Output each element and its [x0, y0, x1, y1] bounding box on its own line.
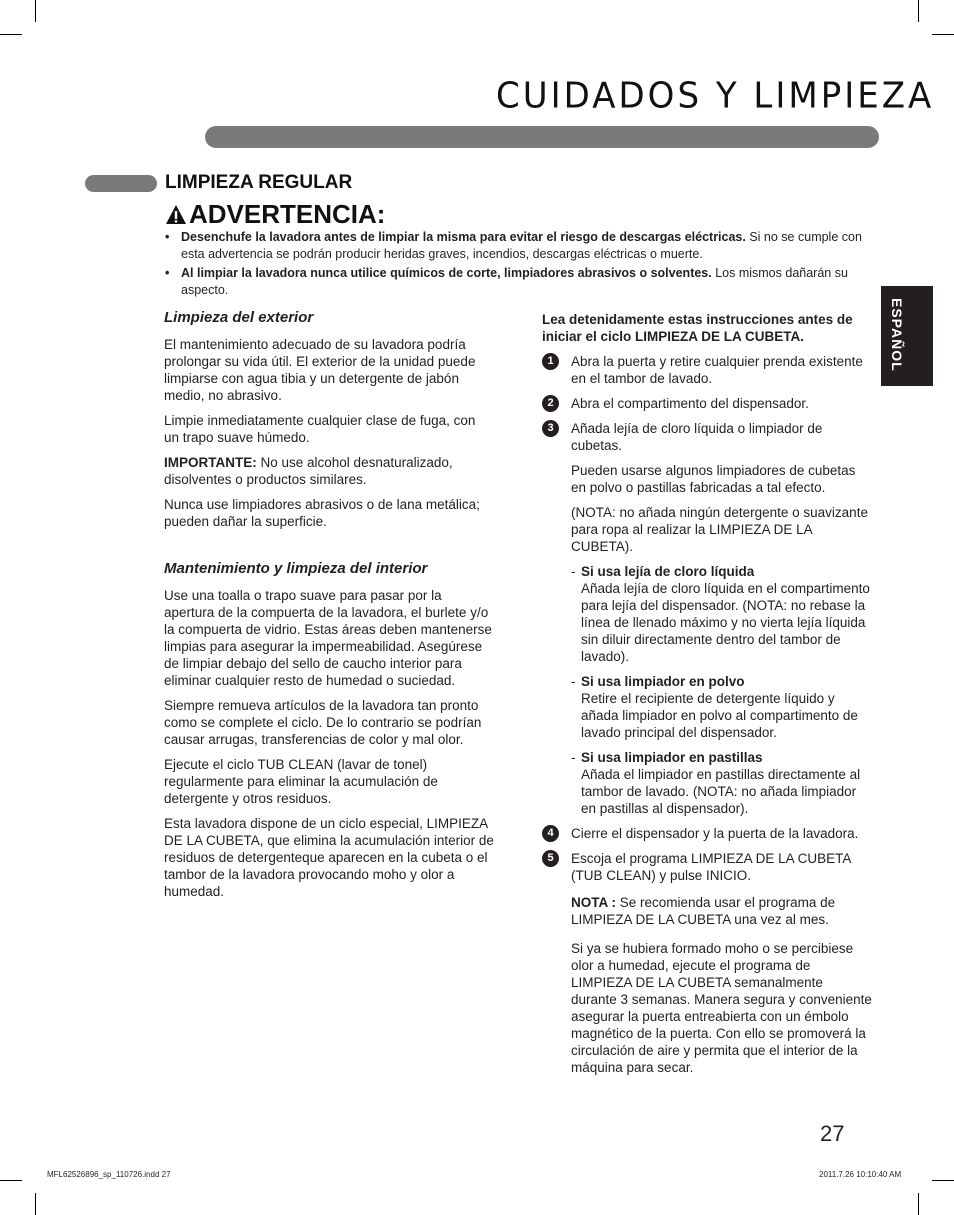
bullet-icon: •: [165, 266, 170, 280]
warning-heading: [165, 199, 385, 230]
step-2: [542, 395, 872, 412]
step-3-note: (NOTA: no añada ningún detergente o suavizante para ropa al realizar la LIMPIEZA DE LA CUBETA).: [571, 505, 868, 554]
step-number-icon: 1: [542, 353, 559, 370]
final-paragraph: Si ya se hubiera formado moho o se percibiese olor a humedad, ejecute el programa de LIMPIEZA DE LA CUBETA semanalmente durante 3 semanas. Manera segura y conveniente asegurar la puerta entreabierta con un émbolo magnético de la puerta. Con ello se promoverá la circulación de aire y permita que el interior de la máquina para secar.: [571, 941, 872, 1075]
crop-mark: [918, 1193, 919, 1215]
crop-mark: [918, 0, 919, 22]
paragraph: Siempre remueva artículos de la lavadora tan pronto como se complete el ciclo. De lo contrario se podrían causar arrugas, transferencias de color y mal olor.: [164, 698, 482, 747]
option-powder: [542, 673, 872, 741]
crop-mark: [932, 1180, 954, 1181]
note-label: NOTA :: [571, 895, 616, 910]
option-tablets: [542, 749, 872, 817]
language-tab-label: ESPAÑOL: [889, 298, 905, 372]
step-5: [542, 850, 872, 884]
warning-item: [165, 265, 865, 299]
paragraph: El mantenimiento adecuado de su lavadora podría prolongar su vida útil. El exterior de la unidad puede limpiarse con agua tibia y un detergente de jabón medio, no abrasivo.: [164, 337, 476, 403]
step-3-detail: Pueden usarse algunos limpiadores de cubetas en polvo o pastillas fabricadas a tal efecto.: [571, 463, 856, 495]
important-text: No use alcohol desnaturalizado, disolventes o productos similares.: [164, 455, 453, 487]
warning-list: [165, 229, 865, 301]
warning-item-bold: Desenchufe la lavadora antes de limpiar la misma para evitar el riesgo de descargas eléctricas.: [181, 230, 746, 244]
instructions-intro: Lea detenidamente estas instrucciones antes de iniciar el ciclo LIMPIEZA DE LA CUBETA.: [542, 312, 853, 344]
warning-item-text: Los mismos dañarán su aspecto.: [181, 266, 848, 297]
section-marker: [85, 175, 157, 192]
option-title: Si usa limpiador en polvo: [581, 674, 745, 689]
option-text: Retire el recipiente de detergente líquido y añada limpiador en polvo al compartimento de lavado principal del dispensador.: [581, 691, 858, 740]
step-number-icon: 3: [542, 420, 559, 437]
option-text: Añada el limpiador en pastillas directamente al tambor de lavado. (NOTA: no añada limpiador en pastillas al dispensador).: [581, 767, 861, 816]
interior-subtitle: Mantenimiento y limpieza del interior: [164, 560, 428, 577]
paragraph: Nunca use limpiadores abrasivos o de lana metálica; pueden dañar la superficie.: [164, 497, 480, 529]
crop-mark: [35, 1193, 36, 1215]
option-title: Si usa lejía de cloro líquida: [581, 564, 755, 579]
step-text: Abra la puerta y retire cualquier prenda existente en el tambor de lavado.: [571, 354, 863, 386]
exterior-subtitle: Limpieza del exterior: [164, 309, 314, 326]
warning-item-bold: Al limpiar la lavadora nunca utilice químicos de corte, limpiadores abrasivos o solventes.: [181, 266, 712, 280]
title-bar: [205, 126, 879, 148]
crop-mark: [0, 1180, 22, 1181]
paragraph: Limpie inmediatamente cualquier clase de fuga, con un trapo suave húmedo.: [164, 413, 476, 445]
paragraph: Esta lavadora dispone de un ciclo especial, LIMPIEZA DE LA CUBETA, que elimina la acumulación interior de residuos de detergenteque aparecen en la cubeta o el tambor de la lavadora provocando moho y olor a humedad.: [164, 816, 494, 899]
footer-file: MFL62526896_sp_110726.indd 27: [47, 1170, 171, 1179]
option-title: Si usa limpiador en pastillas: [581, 750, 763, 765]
step-3: [542, 420, 872, 454]
language-tab: [881, 286, 933, 386]
paragraph: Use una toalla o trapo suave para pasar por la apertura de la compuerta de la lavadora, el burlete y/o la compuerta de vidrio. Estas áreas deben mantenerse limpias para asegurar la impermeabilidad. Asegúrese de limpiar debajo del sello de caucho interior para eliminar cualquier resto de humedad o suciedad.: [164, 588, 492, 688]
dash: -: [571, 750, 576, 765]
page-number: 27: [820, 1121, 845, 1146]
note-paragraph: [542, 894, 872, 928]
crop-mark: [35, 0, 36, 22]
step-text: Abra el compartimento del dispensador.: [571, 396, 809, 411]
step-text: Cierre el dispensador y la puerta de la lavadora.: [571, 826, 859, 841]
step-text: Añada lejía de cloro líquida o limpiador de cubetas.: [571, 421, 823, 453]
warning-item: [165, 229, 865, 263]
important-paragraph: [164, 454, 494, 488]
step-number-icon: 4: [542, 825, 559, 842]
option-text: Añada lejía de cloro líquida en el compartimento para lejía del dispensador. (NOTA: no rebase la línea de llenado máximo y no vierta lejía líquida sin diluir directamente dentro del tambor de lavado).: [581, 581, 870, 664]
crop-mark: [0, 34, 22, 35]
option-liquid-bleach: [542, 563, 872, 665]
crop-mark: [932, 34, 954, 35]
page-title: CUIDADOS Y LIMPIEZA: [496, 75, 935, 117]
dash: -: [571, 674, 576, 689]
important-label: IMPORTANTE:: [164, 455, 257, 470]
left-column: [164, 309, 494, 908]
dash: -: [571, 564, 576, 579]
step-1: [542, 353, 872, 387]
right-column: [542, 311, 872, 1084]
note-text: Se recomienda usar el programa de LIMPIEZA DE LA CUBETA una vez al mes.: [571, 895, 836, 927]
step-number-icon: 2: [542, 395, 559, 412]
warning-icon: [165, 204, 187, 226]
step-4: [542, 825, 872, 842]
paragraph: Ejecute el ciclo TUB CLEAN (lavar de tonel) regularmente para eliminar la acumulación de detergente y otros residuos.: [164, 757, 438, 806]
bullet-icon: •: [165, 230, 170, 244]
section-title: LIMPIEZA REGULAR: [165, 172, 353, 193]
footer-timestamp: 2011.7.26 10:10:40 AM: [819, 1170, 902, 1179]
step-text: Escoja el programa LIMPIEZA DE LA CUBETA (TUB CLEAN) y pulse INICIO.: [571, 851, 851, 883]
warning-item-text: Si no se cumple con esta advertencia se podrán producir heridas graves, incendios, descargas eléctricas o muerte.: [181, 230, 862, 261]
warning-title: ADVERTENCIA:: [189, 199, 386, 229]
step-number-icon: 5: [542, 850, 559, 867]
